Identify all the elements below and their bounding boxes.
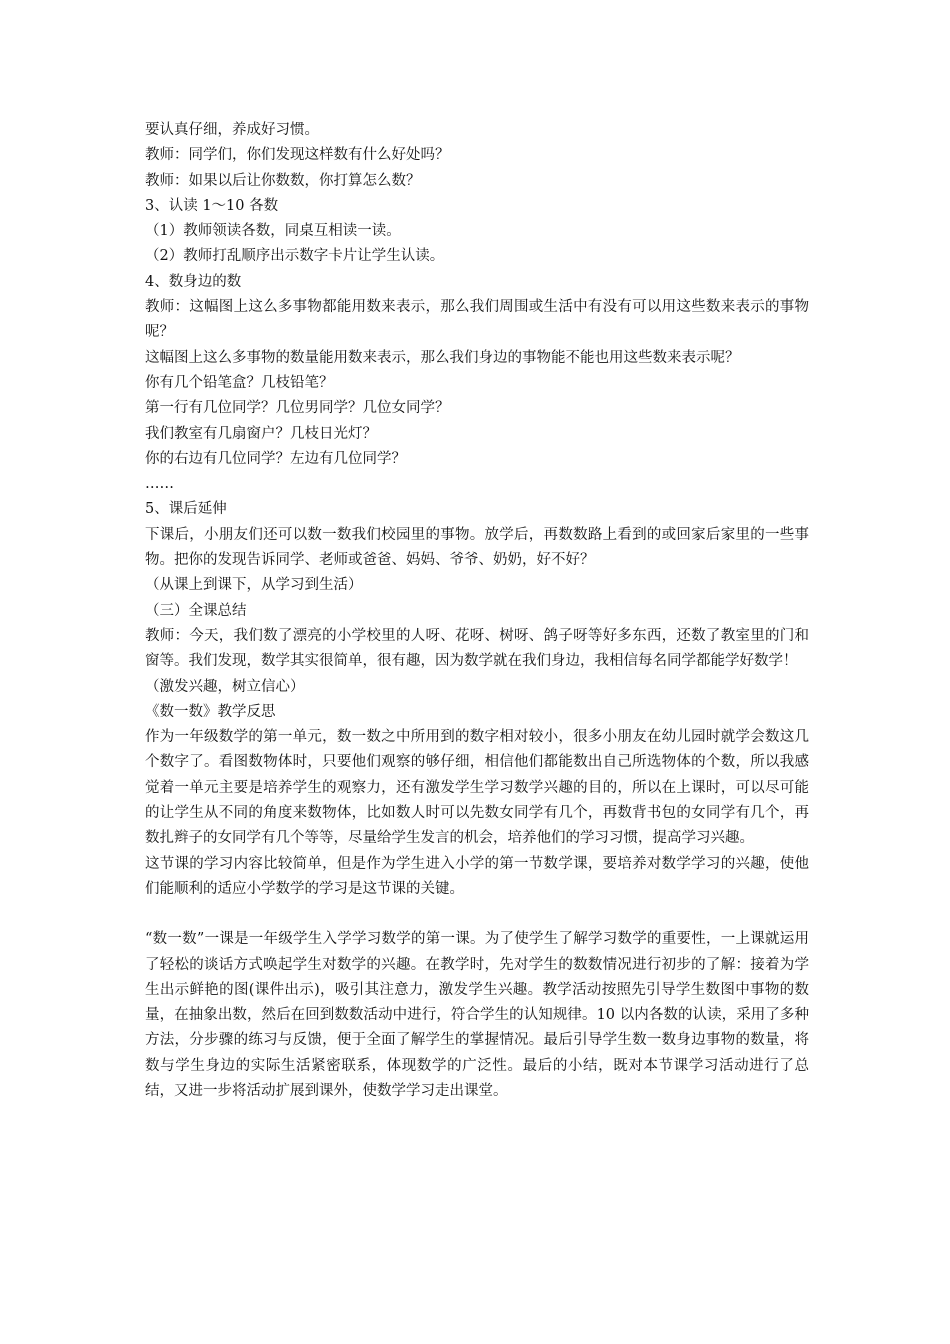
paragraph: 你的右边有几位同学？左边有几位同学？	[145, 450, 406, 467]
paragraph: 下课后，小朋友们还可以数一数我们校园里的事物。放学后，再数数路上看到的或回家后家里的一些事物。把你的发现告诉同学、老师或爸爸、妈妈、爷爷、奶奶，好不好？	[145, 526, 809, 569]
paragraph: （从课上到课下，从学习到生活）	[145, 577, 363, 594]
paragraph: 教师：这幅图上这么多事物都能用数来表示，那么我们周围或生活中有没有可以用这些数来表示的事物呢？	[145, 299, 809, 341]
paragraph: 作为一年级数学的第一单元，数一数之中所用到的数字相对较小，很多小朋友在幼儿园时就学会数这几个数字了。看图数物体时，只要他们观察的够仔细，相信他们都能数出自己所选物体的个数，所以我感觉着一单元主要是培养学生的观察力，还有激发学生学习数学兴趣的目的，所以在上课时，可以尽可能的让学生从不同的角度来数物体，比如数人时可以先数女同学有几个，再数背书包的女同学有几个，再数扎辫子的女同学有几个等等，尽量给学生发言的机会，培养他们的学习习惯，提高学习兴趣。	[145, 729, 809, 847]
paragraph: “数一数”一课是一年级学生入学学习数学的第一课。为了使学生了解学习数学的重要性，一上课就运用了轻松的谈话方式唤起学生对数学的兴趣。在教学时，先对学生的数数情况进行初步的了解：接着为学生出示鲜艳的图(课件出示)，吸引其注意力，激发学生兴趣。教学活动按照先引导学生数图中事物的数量，在抽象出数，然后在回到数数活动中进行，符合学生的认知规律。10 以内各数的认读，采用了多种方法，分步骤的练习与反馈，便于全面了解学生的掌握情况。最后引导学生数一数身边事物的数量，将数与学生身边的实际生活紧密联系，体现数学的广泛性。最后的小结，既对本节课学习活动进行了总结，又进一步将活动扩展到课外，使数学学习走出课堂。	[145, 931, 809, 1099]
paragraph: 第一行有几位同学？几位男同学？几位女同学？	[145, 400, 450, 417]
section-heading: 5、课后延伸	[145, 501, 227, 518]
section-heading: （三）全课总结	[145, 602, 247, 619]
paragraph: 我们教室有几扇窗户？几枝日光灯？	[145, 425, 377, 442]
paragraph: 要认真仔细，养成好习惯。	[145, 122, 319, 138]
document-page	[145, 118, 809, 1104]
blank-line	[145, 902, 809, 927]
paragraph: （2）教师打乱顺序出示数字卡片让学生认读。	[145, 248, 445, 265]
paragraph: 教师：同学们，你们发现这样数有什么好处吗？	[145, 147, 450, 164]
paragraph: ……	[145, 476, 174, 493]
paragraph: 你有几个铅笔盒？几枝铅笔？	[145, 374, 334, 391]
section-heading: 《数一数》教学反思	[145, 703, 276, 720]
section-heading: 4、数身边的数	[145, 273, 242, 290]
paragraph: （1）教师领读各数，同桌互相读一读。	[145, 223, 401, 240]
section-heading: 3、认读 1～10 各数	[145, 197, 279, 214]
paragraph: 这节课的学习内容比较简单，但是作为学生进入小学的第一节数学课，要培养对数学学习的兴趣，使他们能顺利的适应小学数学的学习是这节课的关键。	[145, 855, 809, 897]
paragraph: 教师：如果以后让你数数，你打算怎么数？	[145, 172, 421, 189]
paragraph: 教师：今天，我们数了漂亮的小学校里的人呀、花呀、树呀、鸽子呀等好多东西，还数了教室里的门和窗等。我们发现，数学其实很简单，很有趣，因为数学就在我们身边，我相信每名同学都能学好数学！	[145, 627, 809, 670]
paragraph: 这幅图上这么多事物的数量能用数来表示，那么我们身边的事物能不能也用这些数来表示呢？	[145, 349, 740, 366]
paragraph: （激发兴趣，树立信心）	[145, 678, 305, 695]
